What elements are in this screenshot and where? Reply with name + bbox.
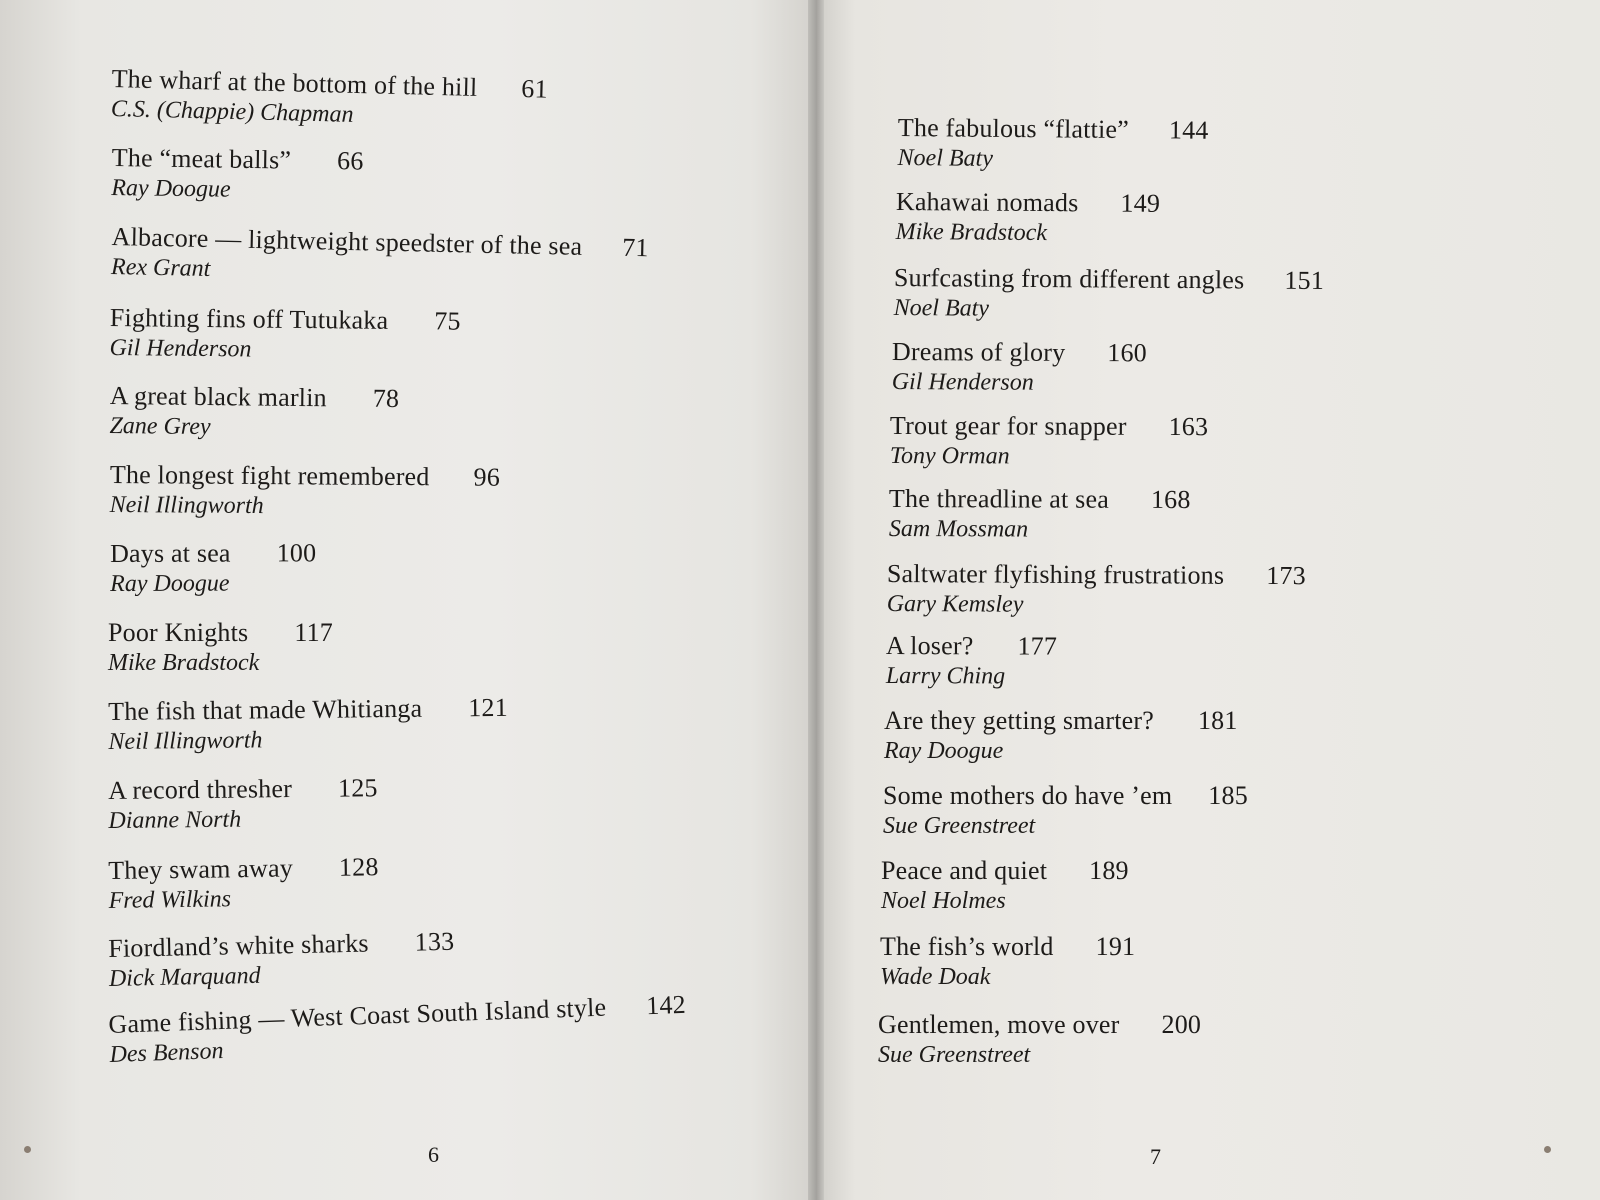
entry-title: Albacore — lightweight speedster of the sea: [111, 222, 583, 261]
entry-page-number: 100: [276, 538, 317, 568]
entry-title: Peace and quiet: [881, 856, 1048, 885]
entry-page-number: 75: [434, 306, 461, 336]
entry-title-line: [890, 411, 1208, 442]
entry-title: Surfcasting from different angles: [893, 263, 1245, 295]
entry-title-line: [892, 337, 1147, 368]
entry-title: Kahawai nomads: [895, 187, 1079, 218]
entry-title: The fish that made Whitianga: [108, 693, 423, 726]
entry-author: Mike Bradstock: [108, 650, 260, 676]
entry-author: Noel Holmes: [881, 888, 1006, 914]
book-gutter: [808, 0, 824, 1200]
entry-page-number: 66: [336, 146, 364, 176]
entry-author: Gil Henderson: [109, 334, 252, 363]
entry-author: Ray Doogue: [110, 570, 230, 597]
contents-entry: [881, 856, 1129, 916]
entry-title-line: [110, 381, 400, 414]
entry-author: Neil Illingworth: [109, 491, 264, 520]
entry-author: Sam Mossman: [888, 515, 1029, 543]
entry-title-line: [108, 693, 508, 727]
contents-entry: [887, 559, 1306, 621]
entry-title-line: [110, 538, 316, 569]
contents-entry: [890, 411, 1208, 472]
entry-title-line: [894, 263, 1324, 296]
entry-author: C.S. (Chappie) Chapman: [110, 95, 354, 128]
entry-author: Larry Ching: [885, 662, 1006, 690]
entry-title-line: [881, 856, 1129, 886]
contents-entry: [109, 303, 460, 367]
entry-page-number: 173: [1266, 560, 1306, 591]
entry-title: The threadline at sea: [888, 484, 1110, 514]
entry-page-number: 142: [645, 989, 687, 1021]
entry-author: Ray Doogue: [111, 174, 231, 203]
contents-entry: [878, 1010, 1201, 1070]
entry-author: Mike Bradstock: [895, 218, 1048, 247]
contents-entry: [108, 773, 378, 836]
entry-title: Are they getting smarter?: [884, 706, 1154, 735]
entry-title-line: [110, 303, 461, 337]
entry-title-line: [883, 781, 1248, 811]
entry-author: Gary Kemsley: [886, 590, 1024, 618]
entry-author: Tony Orman: [889, 442, 1010, 470]
entry-title: The fish’s world: [880, 932, 1054, 961]
entry-title-line: [110, 460, 500, 493]
entry-page-number: 133: [414, 926, 455, 957]
contents-entry: [108, 618, 333, 678]
entry-title: The wharf at the bottom of the hill: [111, 64, 478, 102]
entry-page-number: 191: [1095, 932, 1136, 961]
contents-entry: [889, 484, 1191, 545]
entry-title: Fiordland’s white sharks: [108, 928, 370, 963]
contents-entry: [111, 222, 649, 293]
entry-title: A loser?: [885, 631, 974, 661]
entry-page-number: 117: [294, 618, 334, 647]
entry-author: Des Benson: [109, 1038, 224, 1068]
entry-title-line: [878, 1010, 1201, 1040]
entry-title: They swam away: [108, 853, 294, 885]
entry-page-number: 200: [1161, 1010, 1202, 1039]
left-page-number: 6: [428, 1142, 439, 1167]
entry-title-line: [889, 484, 1191, 515]
contents-entry: [897, 113, 1208, 176]
entry-title: Poor Knights: [108, 618, 249, 647]
entry-title: Trout gear for snapper: [889, 411, 1127, 441]
contents-entry: [111, 64, 549, 135]
entry-title-line: [108, 852, 379, 886]
entry-author: Wade Doak: [880, 964, 991, 990]
entry-author: Ray Doogue: [884, 738, 1004, 764]
entry-title: Dreams of glory: [891, 337, 1066, 367]
entry-title-line: [108, 618, 333, 648]
contents-entry: [108, 693, 508, 757]
entry-title: A great black marlin: [109, 381, 327, 413]
contents-entry: [109, 381, 399, 444]
entry-title-line: [108, 773, 378, 806]
entry-page-number: 144: [1168, 115, 1209, 145]
contents-entry: [108, 852, 379, 916]
entry-title-line: [884, 706, 1238, 736]
entry-page-number: 128: [338, 852, 379, 882]
entry-page-number: 96: [473, 462, 501, 492]
entry-title: Gentlemen, move over: [878, 1010, 1120, 1039]
entry-page-number: 181: [1197, 706, 1238, 735]
entry-page-number: 185: [1208, 781, 1248, 810]
contents-entry: [884, 706, 1238, 766]
entry-author: Sue Greenstreet: [878, 1042, 1031, 1068]
entry-author: Sue Greenstreet: [883, 813, 1036, 839]
entry-title: The “meat balls”: [111, 143, 292, 175]
contents-entry: [892, 337, 1147, 398]
entry-author: Noel Baty: [897, 144, 994, 172]
entry-title: The fabulous “flattie”: [897, 113, 1130, 145]
contents-entry: [886, 631, 1057, 692]
right-page-number: 7: [1150, 1144, 1161, 1169]
entry-page-number: 61: [521, 74, 549, 104]
entry-title-line: [886, 631, 1057, 662]
entry-page-number: 121: [468, 692, 509, 723]
entry-author: Gil Henderson: [891, 368, 1034, 396]
entry-author: Rex Grant: [110, 253, 211, 283]
entry-title: A record thresher: [108, 774, 293, 805]
paper-spot: [24, 1146, 31, 1153]
contents-entry: [896, 187, 1161, 249]
entry-title: Game fishing — West Coast South Island style: [108, 992, 607, 1039]
entry-page-number: 125: [337, 773, 378, 803]
entry-title: Days at sea: [110, 538, 231, 568]
entry-title-line: [898, 113, 1209, 146]
entry-title-line: [896, 187, 1160, 219]
entry-author: Neil Illingworth: [108, 727, 263, 755]
entry-title-line: [112, 143, 364, 177]
entry-title: Saltwater flyfishing frustrations: [886, 559, 1225, 590]
contents-entry: [108, 990, 687, 1070]
contents-entry: [110, 460, 500, 523]
contents-entry: [111, 143, 364, 207]
contents-entry: [883, 781, 1248, 841]
paper-spot: [1544, 1146, 1551, 1153]
entry-author: Fred Wilkins: [108, 886, 232, 914]
entry-page-number: 149: [1120, 188, 1161, 218]
entry-page-number: 78: [372, 383, 400, 414]
entry-author: Dick Marquand: [108, 962, 261, 992]
entry-page-number: 177: [1017, 631, 1058, 661]
contents-entry: [108, 927, 455, 994]
contents-entry: [110, 538, 316, 599]
entry-page-number: 151: [1284, 265, 1325, 296]
entry-title-line: [887, 559, 1306, 591]
entry-page-number: 168: [1150, 484, 1191, 515]
entry-page-number: 189: [1089, 856, 1129, 885]
entry-author: Zane Grey: [109, 412, 211, 441]
entry-title: Fighting fins off Tutukaka: [109, 303, 389, 335]
right-page: [816, 0, 1600, 1200]
entry-author: Dianne North: [108, 806, 242, 834]
entry-author: Noel Baty: [893, 294, 990, 322]
entry-page-number: 71: [621, 232, 649, 263]
entry-page-number: 163: [1168, 411, 1209, 442]
entry-title: Some mothers do have ’em: [883, 781, 1173, 810]
entry-page-number: 160: [1107, 338, 1148, 368]
entry-title: The longest fight remembered: [109, 460, 430, 492]
contents-entry: [894, 263, 1325, 326]
contents-entry: [880, 932, 1135, 992]
entry-title-line: [880, 932, 1135, 962]
